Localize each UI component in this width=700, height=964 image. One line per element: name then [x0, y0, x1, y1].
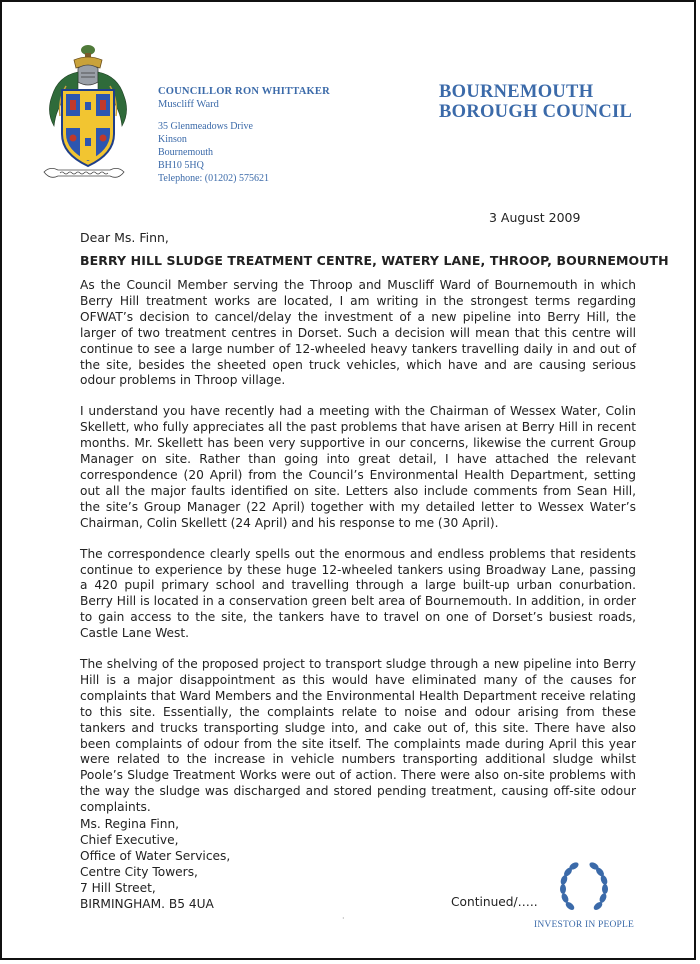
- recipient-line: BIRMINGHAM. B5 4UA: [80, 896, 214, 911]
- paragraph: The correspondence clearly spells out the enormous and endless problems that residents continue to experience by these huge 12-wheeled tankers using Broadway Lane, passing a 420 pupil primary school and travelling through a large built-up urban conurbation. Berry Hill is located in a conservation green belt area of Bournemouth. In addition, in order to gain access to the site, the tankers have to travel on one of Dorset’s busiest roads, Castle Lane West.: [80, 546, 636, 641]
- paragraph: The shelving of the proposed project to transport sludge through a new pipeline into Berry Hill is a major disappointment as this would have eliminated many of the causes for complaints that Ward Members and the Environmental Health Department receive relating to this site. Essentially, the complaints relate to noise and odour arising from these tankers and trucks transporting sludge into, and cake out of, this site. There have also been complaints of odour from the site itself. The complaints made during April this year were related to the increase in vehicle numbers transporting additional sludge whilst Poole’s Sludge Treatment Works were out of action. There were also on-site problems with the way the sludge was discharged and stored pending treatment, causing off-site odour complaints.: [80, 657, 636, 815]
- scan-speck: ·: [342, 914, 345, 923]
- address-telephone: Telephone: (01202) 575621: [158, 173, 269, 184]
- investor-label: INVESTOR IN PEOPLE: [533, 920, 634, 930]
- address-line: Bournemouth: [158, 147, 213, 158]
- recipient-address: [80, 817, 230, 912]
- paragraph: I understand you have recently had a meeting with the Chairman of Wessex Water, Colin Skellett, who fully appreciates all the past problems that have arisen at Berry Hill in recent months. Mr. Skellett has been very supportive in our concerns, likewise the current Group Manager on site. Rather than going into great detail, I have attached the relevant correspondence (20 April) from the Council’s Environmental Health Department, setting out all the major faults identified on site. Letters also include comments from Sean Hill, the site’s Group Manager (22 April) together with my detailed letter to Wessex Water’s Chairman, Colin Skellett (24 April) and his response to me (30 April).: [80, 404, 636, 530]
- recipient-line: Ms. Regina Finn,: [80, 817, 180, 831]
- councillor-ward: Muscliff Ward: [158, 99, 219, 110]
- letter-date: 3 August 2009: [489, 210, 581, 225]
- laurel-wreath-icon: [556, 858, 612, 916]
- continued-marker: Continued/…..: [451, 895, 538, 909]
- recipient-line: Office of Water Services,: [80, 848, 231, 863]
- councillor-block: [158, 85, 330, 111]
- recipient-line: Chief Executive,: [80, 832, 179, 847]
- letter-body: [80, 278, 636, 831]
- address-line: Kinson: [158, 134, 187, 145]
- salutation: Dear Ms. Finn,: [80, 230, 169, 245]
- council-name-line2: BOROUGH COUNCIL: [439, 102, 633, 122]
- council-name: [439, 82, 632, 122]
- councillor-name: COUNCILLOR RON WHITTAKER: [158, 86, 330, 97]
- investor-in-people-badge: [529, 858, 639, 930]
- borough-crest-logo: [36, 42, 132, 190]
- subject-line: BERRY HILL SLUDGE TREATMENT CENTRE, WATERY LANE, THROOP, BOURNEMOUTH: [80, 253, 669, 268]
- paragraph: As the Council Member serving the Throop and Muscliff Ward of Bournemouth in which Berry Hill treatment works are located, I am writing in the strongest terms regarding OFWAT’s decision to cancel/delay the investment of a new pipeline into Berry Hill, the larger of two treatment centres in Dorset. Such a decision will mean that this centre will continue to see a large number of 12-wheeled heavy tankers travelling daily in and out of the site, besides the sheeted open truck vehicles, which have and are causing serious odour problems in Throop village.: [80, 278, 636, 388]
- recipient-line: 7 Hill Street,: [80, 880, 156, 895]
- councillor-address: [158, 120, 269, 185]
- recipient-line: Centre City Towers,: [80, 864, 198, 879]
- address-line: BH10 5HQ: [158, 160, 204, 171]
- council-name-line1: BOURNEMOUTH: [439, 82, 594, 102]
- address-line: 35 Glenmeadows Drive: [158, 121, 253, 132]
